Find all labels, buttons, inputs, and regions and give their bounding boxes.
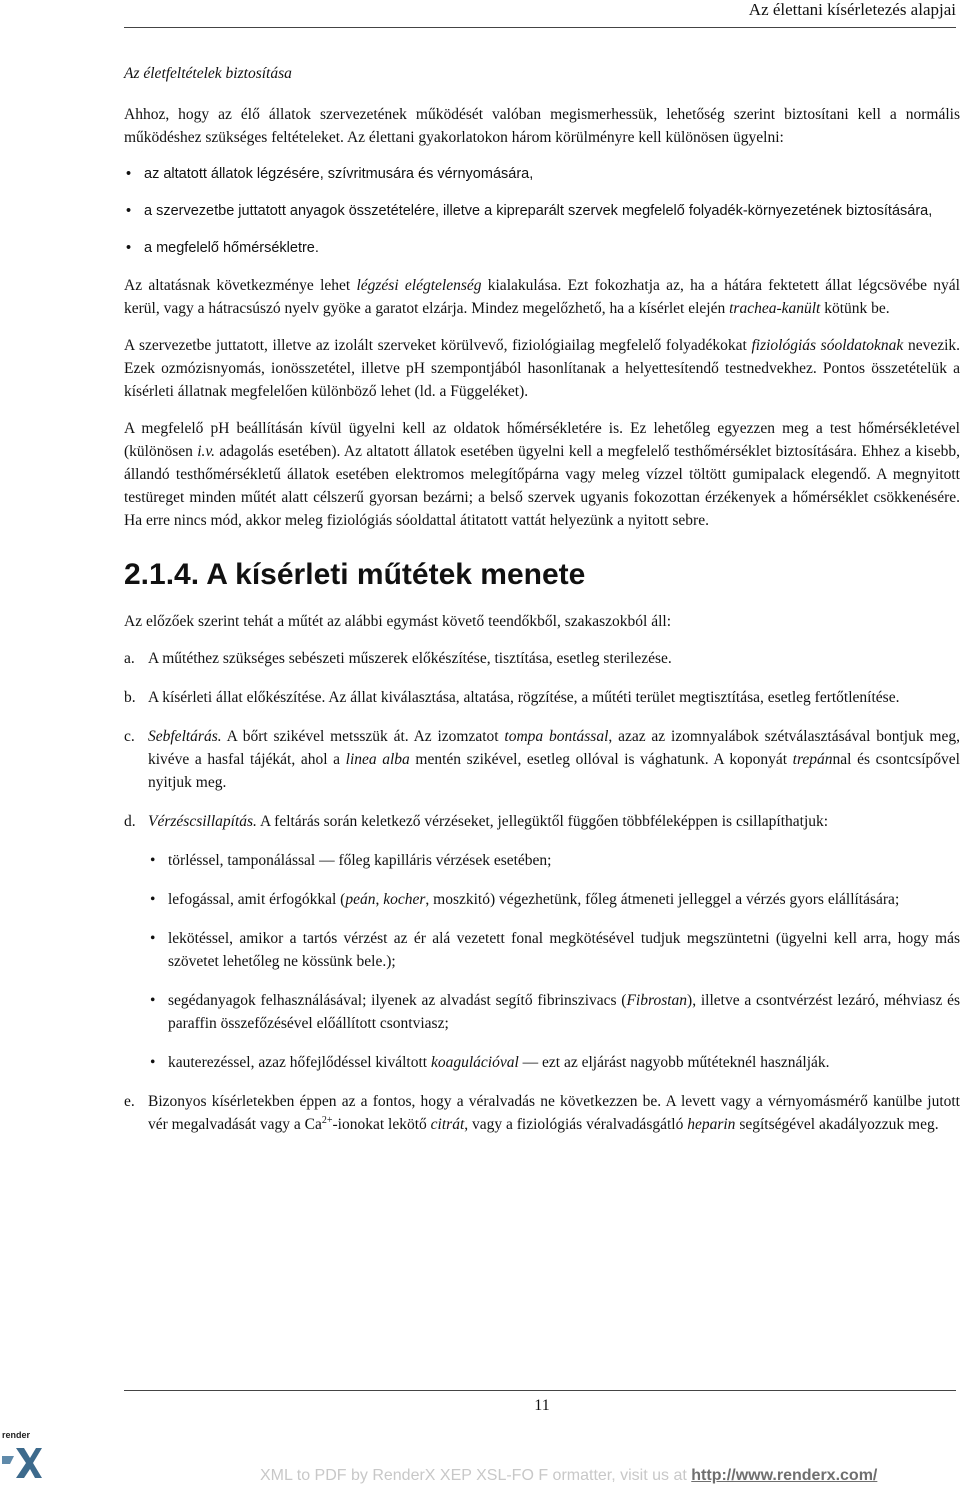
- list-item: • a szervezetbe juttatott anyagok összetételére, illetve a kipreparált szervek megfelelő folyadék-környezetének biztosítására,: [124, 200, 960, 223]
- subsection-title: Az életfeltételek biztosítása: [124, 65, 292, 82]
- step-b: b. A kísérleti állat előkészítése. Az állat kiválasztása, altatása, rögzítése, a műtéti terület megtisztítása, esetleg fertőtlenítése.: [124, 686, 960, 709]
- anesthesia-paragraph: Az altatásnak következménye lehet légzési elégtelenség kialakulása. Ezt fokozhatja az, ha a hátára fektetett állat légcsövébe nyál kerül, vagy a hátracsúszó nyelv gyöke a garatot elzárja. Mindez megelőzhető, ha a kísérlet elején trachea-kanült kötünk be.: [124, 277, 960, 317]
- steps-list-continued: [124, 1090, 960, 1136]
- step-letter: a.: [124, 650, 135, 667]
- steps-list: [124, 647, 960, 833]
- renderx-logo: [2, 1430, 42, 1480]
- section-intro: Az előzőek szerint tehát a műtét az alábbi egymást követő teendőkből, szakaszokból áll:: [124, 613, 672, 630]
- step-d: d. Vérzéscsillapítás. A feltárás során keletkező vérzéseket, jellegüktől függően többféleképpen is csillapíthatjuk:: [124, 810, 960, 833]
- list-item: • segédanyagok felhasználásával; ilyenek az alvadást segítő fibrinszivacs (Fibrostan), illetve a csontvérzést lezáró, méhviasz és paraffin összefőzésével előállított csontviasz;: [148, 989, 960, 1035]
- step-a: a. A műtéthez szükséges sebészeti műszerek előkészítése, tisztítása, esetleg sterilezése.: [124, 647, 960, 670]
- ph-paragraph: A megfelelő pH beállításán kívül ügyelni kell az oldatok hőmérsékletére is. Ez lehetőleg egyezzen meg a test hőmérsékletével (különösen i.v. adagolás esetében). Az altatott állatok esetében ügyelni kell a megfelelő testhőmérséklet biztosítására. Ehhez a kisebb, állandó testhőmérsékletű állatok esetében elektromos melegítőpárna vagy meleg vízzel töltött gumipalack elegendő. A megnyitott testüreget minden műtét alatt célszerű gyorsan bezárni; a belső szervek ugyanis fokozottan érzékenyek a hőmérséklet csökkenésére. Ha erre nincs mód, akkor meleg fiziológiás sóoldattal átitatott vattát helyezünk a nyitott sebre.: [124, 420, 960, 529]
- saline-paragraph: A szervezetbe juttatott, illetve az izolált szerveket körülvevő, fiziológiailag megfelelő folyadékokat fiziológiás sóoldatoknak nevezik. Ezek ozmózisnyomás, ionösszetétel, illetve pH szempontjából hasonlítanak a helyettesítendő testnedvekhez. Pontos összetételük a kísérleti állatnak megfelelően különböző lehet (ld. a Függeléket).: [124, 337, 960, 400]
- list-item: • kauterezéssel, azaz hőfejlődéssel kiváltott koagulációval — ezt az eljárást nagyobb műtéteknél használják.: [148, 1051, 960, 1074]
- step-letter: d.: [124, 813, 136, 830]
- step-letter: b.: [124, 689, 136, 706]
- watermark: [260, 1467, 877, 1485]
- page-number: 11: [534, 1397, 550, 1414]
- renderx-x-icon: [2, 1430, 42, 1480]
- logo-text: render: [2, 1430, 31, 1440]
- list-item: • a megfelelő hőmérsékletre.: [124, 237, 960, 260]
- conditions-list: [124, 163, 960, 260]
- section-heading: 2.1.4. A kísérleti műtétek menete: [124, 558, 586, 591]
- watermark-text: XML to PDF by RenderX XEP XSL-FO F ormatter, visit us at: [260, 1467, 692, 1484]
- intro-paragraph: Ahhoz, hogy az élő állatok szervezetének működését valóban megismerhessük, lehetőség szerint biztosítani kell a normális működéshez szükséges feltételeket. Az élettani gyakorlatokon három körülményre kell különösen ügyelni:: [124, 106, 960, 146]
- list-item: • lefogással, amit érfogókkal (peán, kocher, moszkitó) végezhetünk, főleg átmeneti jelleggel a vérzés gyors elállítására;: [148, 888, 960, 911]
- renderx-link[interactable]: http://www.renderx.com/: [691, 1467, 878, 1484]
- list-item: • törléssel, tamponálással — főleg kapilláris vérzések esetében;: [148, 849, 960, 872]
- step-letter: e.: [124, 1093, 135, 1110]
- list-item: • az altatott állatok légzésére, szívritmusára és vérnyomására,: [124, 163, 960, 186]
- header-title: Az élettani kísérletezés alapjai: [748, 0, 956, 19]
- list-item: • lekötéssel, amikor a tartós vérzést az ér alá vezetett fonal megkötésével tudjuk megszüntetni (ügyelni kell arra, hogy más szövetet lehetőleg ne kössünk bele.);: [148, 927, 960, 973]
- running-header: [124, 0, 956, 28]
- footer-divider: [124, 1390, 956, 1391]
- step-c: c. Sebfeltárás. A bőrt szikével metsszük át. Az izomzatot tompa bontással, azaz az izomnyalábok szétválasztásával bontjuk meg, kivéve a hasfal tájékát, ahol a linea alba mentén szikével, esetleg ollóval is vághatunk. A koponyát trepánnal és csontcsípővel nyitjuk meg.: [124, 725, 960, 794]
- step-e: e. Bizonyos kísérletekben éppen az a fontos, hogy a véralvadás ne következzen be. A levett vagy a vérnyomásmérő kanülbe jutott vér megalvadását vagy a $Ca^{2+}$-ionokat lekötő citrát, vagy a fiziológiás véralvadásgátló heparin segítségével akadályozzuk meg.: [124, 1090, 960, 1136]
- page-content: [124, 62, 960, 1152]
- hemostasis-list: [148, 849, 960, 1074]
- step-letter: c.: [124, 728, 135, 745]
